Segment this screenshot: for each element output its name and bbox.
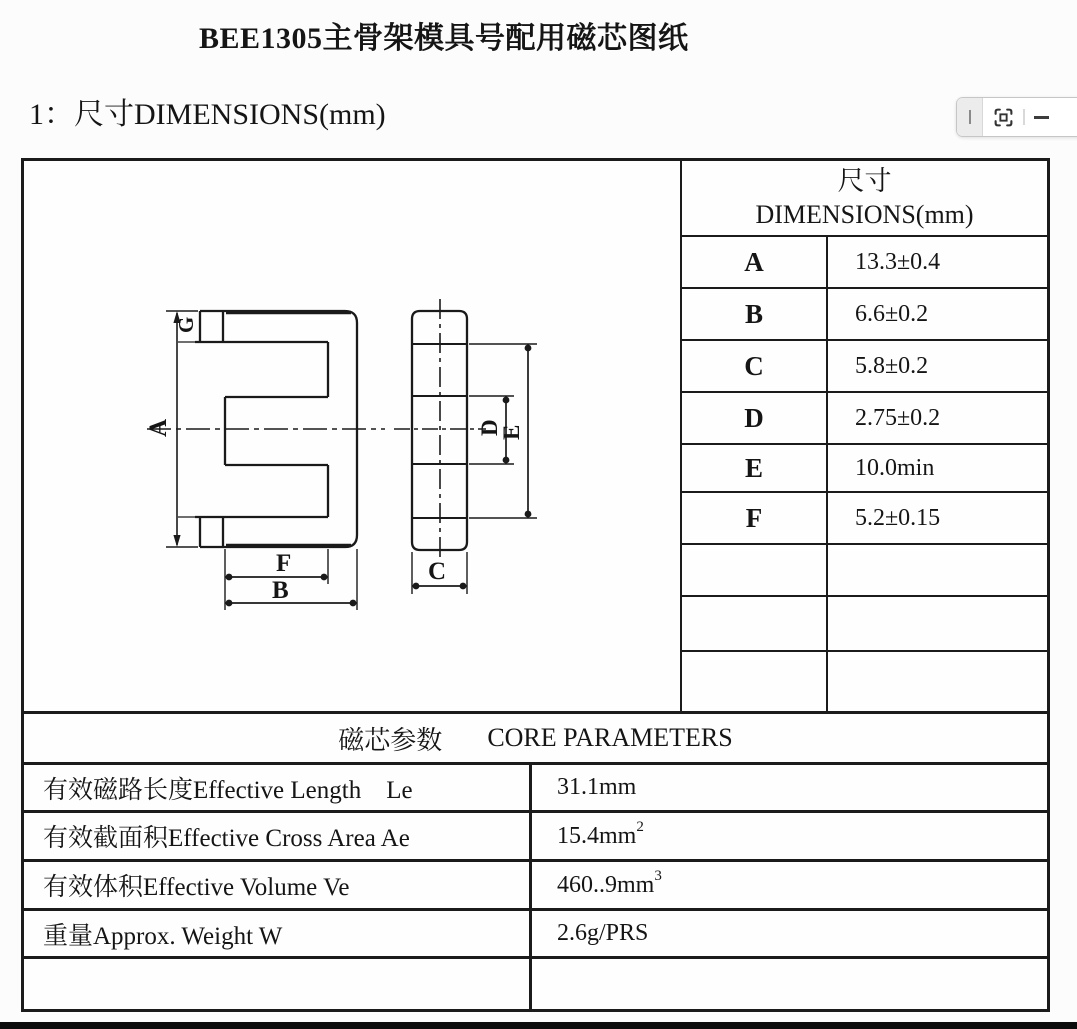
param-value-cell: 460..9mm $^3$ <box>557 868 662 898</box>
param-label-cell: 有效体积Effective Volume Ve <box>24 862 532 908</box>
dim-letter-cell <box>682 652 828 711</box>
dim-row-empty-3 <box>682 652 1047 711</box>
dim-letter-cell: C <box>682 341 828 391</box>
dim-letter-cell <box>682 545 828 595</box>
core-front-view <box>147 311 385 610</box>
dim-letter-cell: F <box>682 493 828 543</box>
dim-row-c <box>682 341 1047 393</box>
doc-title: BEE1305主骨架模具号配用磁芯图纸 <box>199 22 689 55</box>
param-value-text: 15.4mm <box>557 822 637 849</box>
dim-label-a: A <box>145 418 172 437</box>
dim-value-cell <box>828 341 1047 391</box>
param-row-le <box>24 765 1047 813</box>
minimize-icon <box>1034 116 1049 119</box>
param-row-weight <box>24 911 1047 959</box>
core-technical-drawing <box>24 161 679 709</box>
overlay-toolbar <box>956 97 1077 137</box>
dim-value-text: 5.2±0.15 <box>855 504 941 531</box>
core-side-view <box>394 299 537 594</box>
dim-label-c: C <box>428 558 447 585</box>
dim-row-a <box>682 237 1047 289</box>
params-header-zh: 磁芯参数 <box>338 725 443 755</box>
dim-letter-cell: D <box>682 393 828 443</box>
param-label-cell: 有效磁路长度Effective Length Le <box>24 765 532 810</box>
capture-frame-icon <box>993 107 1014 128</box>
param-label-cell: 有效截面积Effective Cross Area Ae <box>24 813 532 859</box>
dims-header-zh: 尺寸 <box>837 165 892 196</box>
bottom-window-edge <box>0 1022 1077 1029</box>
dim-row-d <box>682 393 1047 445</box>
param-row-ve <box>24 862 1047 911</box>
dim-value-text: 2.75±0.2 <box>855 404 941 431</box>
dim-value-cell <box>828 597 1047 650</box>
drag-handle-icon <box>969 110 971 124</box>
param-row-ae <box>24 813 1047 862</box>
drawing-cell <box>24 161 682 711</box>
dim-value-cell <box>828 493 1047 543</box>
dim-value-text: 10.0min <box>855 454 935 481</box>
dim-letter-cell <box>682 597 828 650</box>
dim-row-f <box>682 493 1047 545</box>
dims-table-header <box>682 161 1047 237</box>
capture-button[interactable] <box>983 98 1023 136</box>
param-row-empty <box>24 959 1047 1009</box>
spec-table <box>21 158 1050 1012</box>
param-label-cell <box>24 959 532 1009</box>
param-value-cell: 15.4mm $^2$ <box>557 819 644 849</box>
param-value-cell <box>532 765 1047 810</box>
dims-header-en: DIMENSIONS(mm) <box>755 199 974 229</box>
dim-value-text: 5.8±0.2 <box>855 352 929 379</box>
dim-row-b <box>682 289 1047 341</box>
param-value-text: 31.1mm <box>557 774 637 800</box>
param-value-text: 460..9mm <box>557 871 655 898</box>
param-label-cell: 重量Approx. Weight W <box>24 911 532 956</box>
dim-value-cell <box>828 237 1047 287</box>
dim-letter-cell: E <box>682 445 828 491</box>
dim-row-empty-2 <box>682 597 1047 652</box>
dim-value-cell <box>828 545 1047 595</box>
dim-label-b: B <box>272 577 289 604</box>
param-value-cell <box>532 911 1047 956</box>
dim-label-d: D <box>477 419 502 436</box>
dim-value-text: 13.3±0.4 <box>855 248 941 275</box>
section-heading: 1：尺寸DIMENSIONS(mm) <box>29 98 386 131</box>
dim-value-cell <box>828 289 1047 339</box>
dim-value-cell <box>828 652 1047 711</box>
dim-row-e <box>682 445 1047 493</box>
dim-label-g: G <box>174 316 198 333</box>
dim-value-cell <box>828 445 1047 491</box>
dim-label-e: E <box>499 424 524 440</box>
param-value-text: 2.6g/PRS <box>557 920 649 946</box>
dim-letter-cell: B <box>682 289 828 339</box>
dim-value-cell <box>828 393 1047 443</box>
dim-value-text: 6.6±0.2 <box>855 300 929 327</box>
param-value-cell <box>532 959 1047 1009</box>
params-table-header <box>24 711 1047 765</box>
minimize-button[interactable] <box>1025 98 1059 136</box>
dim-letter-cell: A <box>682 237 828 287</box>
dim-label-f: F <box>276 550 292 577</box>
toolbar-drag-handle[interactable] <box>957 98 983 136</box>
params-header-en: CORE PARAMETERS <box>487 723 733 752</box>
dim-row-empty-1 <box>682 545 1047 597</box>
